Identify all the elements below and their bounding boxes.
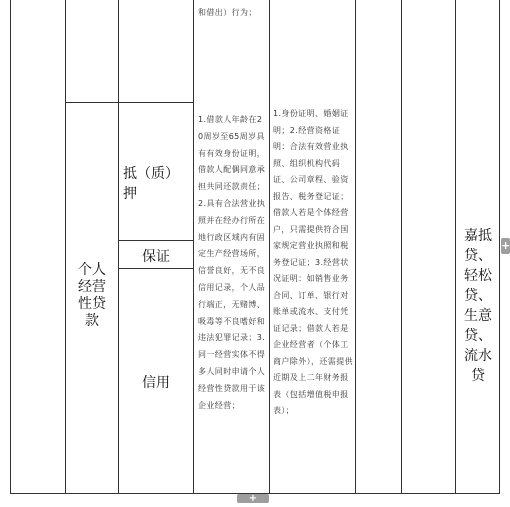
table-border-right	[499, 0, 500, 494]
column-divider	[401, 0, 402, 494]
row-divider	[118, 268, 193, 269]
column-divider	[455, 0, 456, 494]
loan-category: 个人经营性贷款	[78, 262, 106, 329]
guarantee-type-credit: 信用	[142, 375, 170, 391]
conditions-fragment: 和借出）行为；	[198, 8, 257, 17]
row-divider	[65, 102, 193, 103]
guarantee-type-guarantee: 保证	[142, 249, 170, 265]
column-divider	[193, 0, 194, 494]
add-column-handle[interactable]: +	[501, 239, 510, 252]
loan-products: 嘉抵贷、轻松贷、生意贷、流水贷	[464, 228, 492, 384]
guarantee-type-mortgage: 抵（质）押	[123, 166, 179, 202]
table-border-left	[10, 0, 11, 494]
column-divider	[65, 0, 66, 494]
column-divider	[269, 0, 270, 494]
row-divider	[118, 240, 193, 241]
required-materials: 1.身份证明、婚姻证明；2.经营资格证明：合法有效营业执照、组织机构代码证、公司章程、验资报告、税务登记证；借款人若是个体经营户，只需提供符合国家规定营业执照和税务登记证；3.经营状况证明：如销售业务合同、订单、银行对账单或流水、支付凭证记录；借款人若是企业经营者（个体工商户除外），还需提供近期及上二年财务报表（包括增值税申报表）；	[273, 109, 353, 415]
column-divider	[355, 0, 356, 494]
column-divider	[118, 0, 119, 494]
add-row-handle[interactable]: +	[237, 494, 269, 503]
loan-conditions: 1.借款人年龄在20周岁至65周岁具有有效身份证明，借款人配偶同意承担共同还款责任；2.具有合法营业执照并在经办行所在地行政区域内有固定生产经营场所，信誉良好，无不良信用记录，个人品行端正，无赌博、吸毒等不良嗜好和违法犯罪记录；3.同一经营实体不得多人同时申请个人经营性贷款用于该企业经营；	[198, 115, 266, 410]
